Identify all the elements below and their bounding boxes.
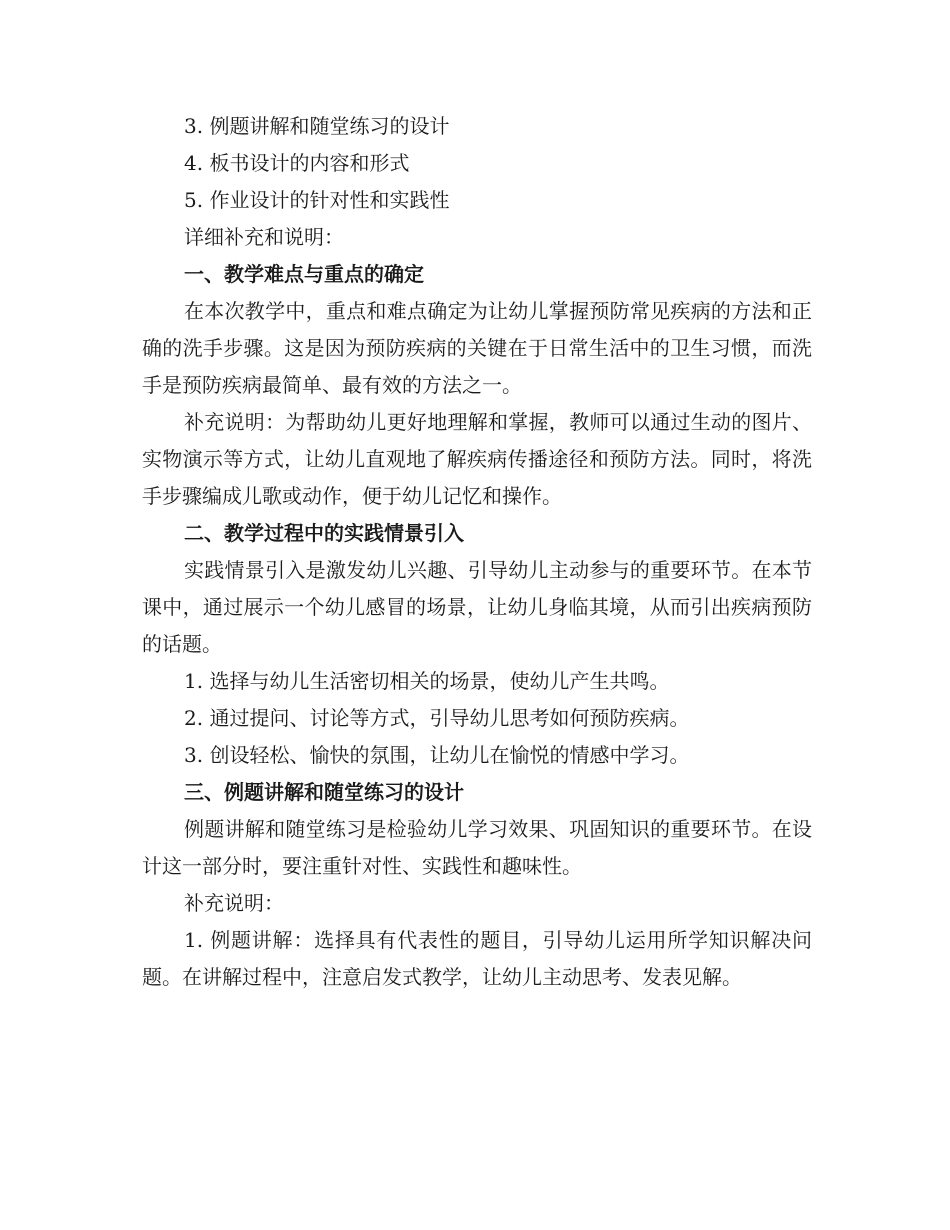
- section-2-heading: 二、教学过程中的实践情景引入: [184, 521, 464, 545]
- list-item: 3. 例题讲解和随堂练习的设计: [184, 114, 450, 138]
- section-1-paragraph-2: 补充说明：为帮助幼儿更好地理解和掌握，教师可以通过生动的图片、实物演示等方式，让幼儿直观地了解疾病传播途径和预防方法。同时，将洗手步骤编成儿歌或动作，便于幼儿记忆和操作。: [142, 410, 812, 508]
- section-2-list-item: 1. 选择与幼儿生活密切相关的场景，使幼儿产生共鸣。: [184, 669, 670, 693]
- document-body: [142, 108, 812, 996]
- section-3-heading: 三、例题讲解和随堂练习的设计: [184, 780, 464, 804]
- section-3-paragraph-1: 例题讲解和随堂练习是检验幼儿学习效果、巩固知识的重要环节。在设计这一部分时，要注重针对性、实践性和趣味性。: [142, 817, 812, 878]
- section-1-heading: 一、教学难点与重点的确定: [184, 262, 424, 286]
- section-1-paragraph-1: 在本次教学中，重点和难点确定为让幼儿掌握预防常见疾病的方法和正确的洗手步骤。这是因为预防疾病的关键在于日常生活中的卫生习惯，而洗手是预防疾病最简单、最有效的方法之一。: [142, 299, 812, 397]
- section-2-paragraph-1: 实践情景引入是激发幼儿兴趣、引导幼儿主动参与的重要环节。在本节课中，通过展示一个幼儿感冒的场景，让幼儿身临其境，从而引出疾病预防的话题。: [142, 558, 812, 656]
- intro-label: 详细补充和说明：: [184, 225, 344, 249]
- section-2-list-item: 3. 创设轻松、愉快的氛围，让幼儿在愉悦的情感中学习。: [184, 743, 690, 767]
- list-item: 4. 板书设计的内容和形式: [184, 151, 410, 175]
- section-2-list-item: 2. 通过提问、讨论等方式，引导幼儿思考如何预防疾病。: [184, 706, 690, 730]
- list-item: 5. 作业设计的针对性和实践性: [184, 188, 450, 212]
- section-3-note-label: 补充说明：: [184, 891, 284, 915]
- section-3-list-item-1: 1. 例题讲解：选择具有代表性的题目，引导幼儿运用所学知识解决问题。在讲解过程中，注意启发式教学，让幼儿主动思考、发表见解。: [142, 928, 812, 989]
